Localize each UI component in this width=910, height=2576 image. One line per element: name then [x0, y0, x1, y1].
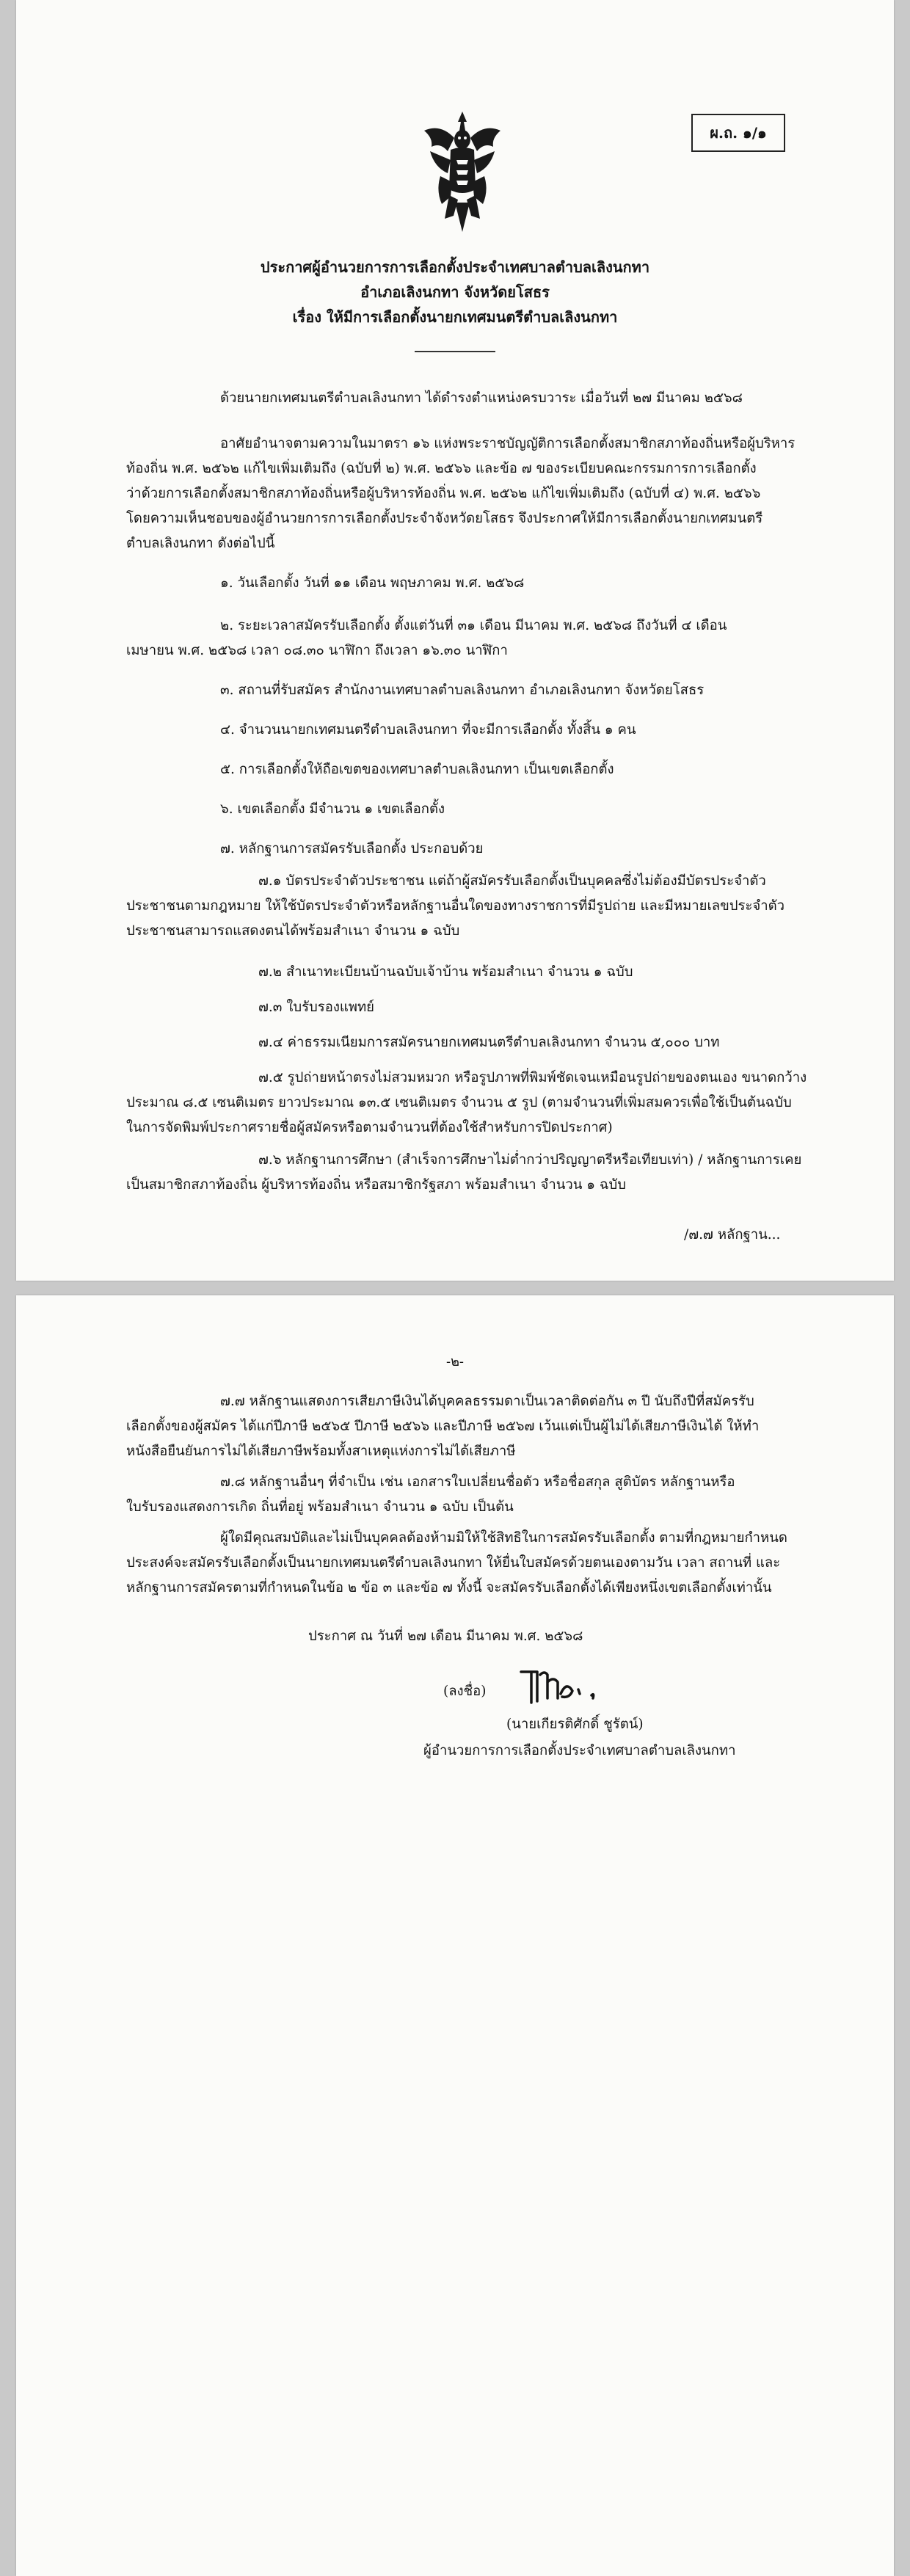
item-7-8-line-1: ๗.๘ หลักฐานอื่นๆ ที่จำเป็น เช่น เอกสารใบเปลี่ยนชื่อตัว หรือชื่อสกุล สูติบัตร หลักฐานหรือ — [220, 1474, 735, 1490]
item-7-heading: ๗. หลักฐานการสมัครรับเลือกตั้ง ประกอบด้วย — [220, 841, 484, 856]
header-divider — [415, 351, 495, 352]
item-7-6-line-2: เป็นสมาชิกสภาท้องถิ่น ผู้บริหารท้องถิ่น หรือสมาชิกรัฐสภา พร้อมสำเนา จำนวน ๑ ฉบับ — [126, 1177, 627, 1193]
item-4-count: ๔. จำนวนนายกเทศมนตรีตำบลเลิงนกทา ที่จะมีการเลือกตั้ง ทั้งสิ้น ๑ คน — [220, 722, 636, 738]
item-7-5-line-3: ในการจัดพิมพ์ประกาศรายชื่อผู้สมัครหรือตามจำนวนที่ต้องใช้สำหรับการปิดประกาศ) — [126, 1120, 613, 1135]
item-3-venue: ๓. สถานที่รับสมัคร สำนักงานเทศบาลตำบลเลิงนกทา อำเภอเลิงนกทา จังหวัดยโสธร — [220, 683, 705, 698]
item-7-1-line-1: ๗.๑ บัตรประจำตัวประชาชน แต่ถ้าผู้สมัครรับเลือกตั้งเป็นบุคคลซึ่งไม่ต้องมีบัตรประจำตัว — [258, 873, 766, 889]
form-code-text: ผ.ถ. ๑/๑ — [710, 124, 767, 142]
signer-name: (นายเกียรติศักดิ์ ชูรัตน์) — [506, 1717, 644, 1732]
item-7-6-line-1: ๗.๖ หลักฐานการศึกษา (สำเร็จการศึกษาไม่ต่ำกว่าปริญญาตรีหรือเทียบเท่า) / หลักฐานการเคย — [258, 1152, 802, 1168]
authority-line-5: ตำบลเลิงนกทา ดังต่อไปนี้ — [126, 536, 275, 551]
closing-line-2: ประสงค์จะสมัครรับเลือกตั้งเป็นนายกเทศมนตรีตำบลเลิงนกทา ให้ยื่นใบสมัครด้วยตนเองตามวัน เวลา สถานที่ และ — [126, 1555, 781, 1571]
authority-line-2: ท้องถิ่น พ.ศ. ๒๕๖๒ แก้ไขเพิ่มเติมถึง (ฉบับที่ ๒) พ.ศ. ๒๕๖๖ และข้อ ๗ ของระเบียบคณะกรรมการการเลือกตั้ง — [126, 461, 757, 476]
signer-title: ผู้อำนวยการการเลือกตั้งประจำเทศบาลตำบลเลิงนกทา — [423, 1743, 736, 1758]
item-2-line-1: ๒. ระยะเวลาสมัครรับเลือกตั้ง ตั้งแต่วันที่ ๓๑ เดือน มีนาคม พ.ศ. ๒๕๖๘ ถึงวันที่ ๔ เดือน — [220, 618, 727, 633]
item-7-5-line-1: ๗.๕ รูปถ่ายหน้าตรงไม่สวมหมวก หรือรูปภาพที่พิมพ์ชัดเจนเหมือนรูปถ่ายของตนเอง ขนาดกว้าง — [258, 1070, 807, 1085]
item-7-7-line-3: หนังสือยืนยันการไม่ได้เสียภาษีพร้อมทั้งสาเหตุแห่งการไม่ได้เสียภาษี — [126, 1444, 516, 1459]
header-line-1: ประกาศผู้อำนวยการการเลือกตั้งประจำเทศบาลตำบลเลิงนกทา — [260, 258, 650, 276]
item-6-districts: ๖. เขตเลือกตั้ง มีจำนวน ๑ เขตเลือกตั้ง — [220, 801, 445, 817]
header-subject: เรื่อง ให้มีการเลือกตั้งนายกเทศมนตรีตำบลเลิงนกทา — [292, 308, 618, 326]
item-5-area: ๕. การเลือกตั้งให้ถือเขตของเทศบาลตำบลเลิงนกทา เป็นเขตเลือกตั้ง — [220, 762, 614, 777]
closing-line-1: ผู้ใดมีคุณสมบัติและไม่เป็นบุคคลต้องห้ามมิให้ใช้สิทธิในการสมัครรับเลือกตั้ง ตามที่กฎหมายกำหนด — [220, 1530, 787, 1546]
page-number: -๒- — [445, 1354, 465, 1369]
form-code-box — [691, 114, 785, 152]
announcement-page-2 — [16, 1295, 894, 2576]
header-line-2: อำเภอเลิงนกทา จังหวัดยโสธร — [360, 283, 550, 301]
authority-line-1: อาศัยอำนาจตามความในมาตรา ๑๖ แห่งพระราชบัญญัติการเลือกตั้งสมาชิกสภาท้องถิ่นหรือผู้บริหาร — [220, 436, 796, 451]
item-7-4: ๗.๔ ค่าธรรมเนียมการสมัครนายกเทศมนตรีตำบลเลิงนกทา จำนวน ๕,๐๐๐ บาท — [258, 1035, 720, 1050]
garuda-emblem-icon — [418, 109, 506, 233]
authority-line-3: ว่าด้วยการเลือกตั้งสมาชิกสภาท้องถิ่นหรือผู้บริหารท้องถิ่น พ.ศ. ๒๕๖๒ แก้ไขเพิ่มเติมถึง (ฉบับที่ ๔) พ.ศ. ๒๕๖๖ — [126, 486, 761, 501]
continue-note: /๗.๗ หลักฐาน... — [684, 1227, 781, 1242]
item-7-3: ๗.๓ ใบรับรองแพทย์ — [258, 1000, 375, 1015]
intro-text: ด้วยนายกเทศมนตรีตำบลเลิงนกทา ได้ดำรงตำแหน่งครบวาระ เมื่อวันที่ ๒๗ มีนาคม ๒๕๖๘ — [220, 390, 743, 406]
item-2-line-2: เมษายน พ.ศ. ๒๕๖๘ เวลา ๐๘.๓๐ นาฬิกา ถึงเวลา ๑๖.๓๐ นาฬิกา — [126, 643, 508, 658]
closing-line-3: หลักฐานการสมัครตามที่กำหนดในข้อ ๒ ข้อ ๓ และข้อ ๗ ทั้งนี้ จะสมัครรับเลือกตั้งได้เพียงหนึ่งเขตเลือกตั้งเท่านั้น — [126, 1580, 772, 1596]
announcement-page-1 — [16, 0, 894, 1281]
item-7-1-line-2: ประชาชนตามกฎหมาย ให้ใช้บัตรประจำตัวหรือหลักฐานอื่นใดของทางราชการที่มีรูปถ่าย และมีหมายเลขประจำตัว — [126, 898, 785, 914]
item-7-7-line-1: ๗.๗ หลักฐานแสดงการเสียภาษีเงินได้บุคคลธรรมดาเป็นเวลาติดต่อกัน ๓ ปี นับถึงปีที่สมัครรับ — [220, 1394, 754, 1409]
item-7-2: ๗.๒ สำเนาทะเบียนบ้านฉบับเจ้าบ้าน พร้อมสำเนา จำนวน ๑ ฉบับ — [258, 964, 633, 980]
authority-line-4: โดยความเห็นชอบของผู้อำนวยการการเลือกตั้งประจำจังหวัดยโสธร จึงประกาศให้มีการเลือกตั้งนายกเทศมนตรี — [126, 511, 763, 526]
item-7-8-line-2: ใบรับรองแสดงการเกิด ถิ่นที่อยู่ พร้อมสำเนา จำนวน ๑ ฉบับ เป็นต้น — [126, 1499, 514, 1515]
announce-date: ประกาศ ณ วันที่ ๒๗ เดือน มีนาคม พ.ศ. ๒๕๖๘ — [308, 1629, 583, 1644]
item-7-5-line-2: ประมาณ ๘.๕ เซนติเมตร ยาวประมาณ ๑๓.๕ เซนติเมตร จำนวน ๕ รูป (ตามจำนวนที่เพิ่มสมควรเพื่อใช้เป็นต้นฉบับ — [126, 1095, 792, 1110]
item-7-1-line-3: ประชาชนสามารถแสดงตนได้พร้อมสำเนา จำนวน ๑ ฉบับ — [126, 923, 460, 939]
signature-icon — [515, 1664, 603, 1709]
item-7-7-line-2: เลือกตั้งของผู้สมัคร ได้แก่ปีภาษี ๒๕๖๕ ปีภาษี ๒๕๖๖ และปีภาษี ๒๕๖๗ เว้นแต่เป็นผู้ไม่ได้เสียภาษีเงินได้ ให้ทำ — [126, 1419, 760, 1434]
sign-label: (ลงชื่อ) — [443, 1684, 487, 1699]
item-1-election-date: ๑. วันเลือกตั้ง วันที่ ๑๑ เดือน พฤษภาคม พ.ศ. ๒๕๖๘ — [220, 575, 525, 591]
